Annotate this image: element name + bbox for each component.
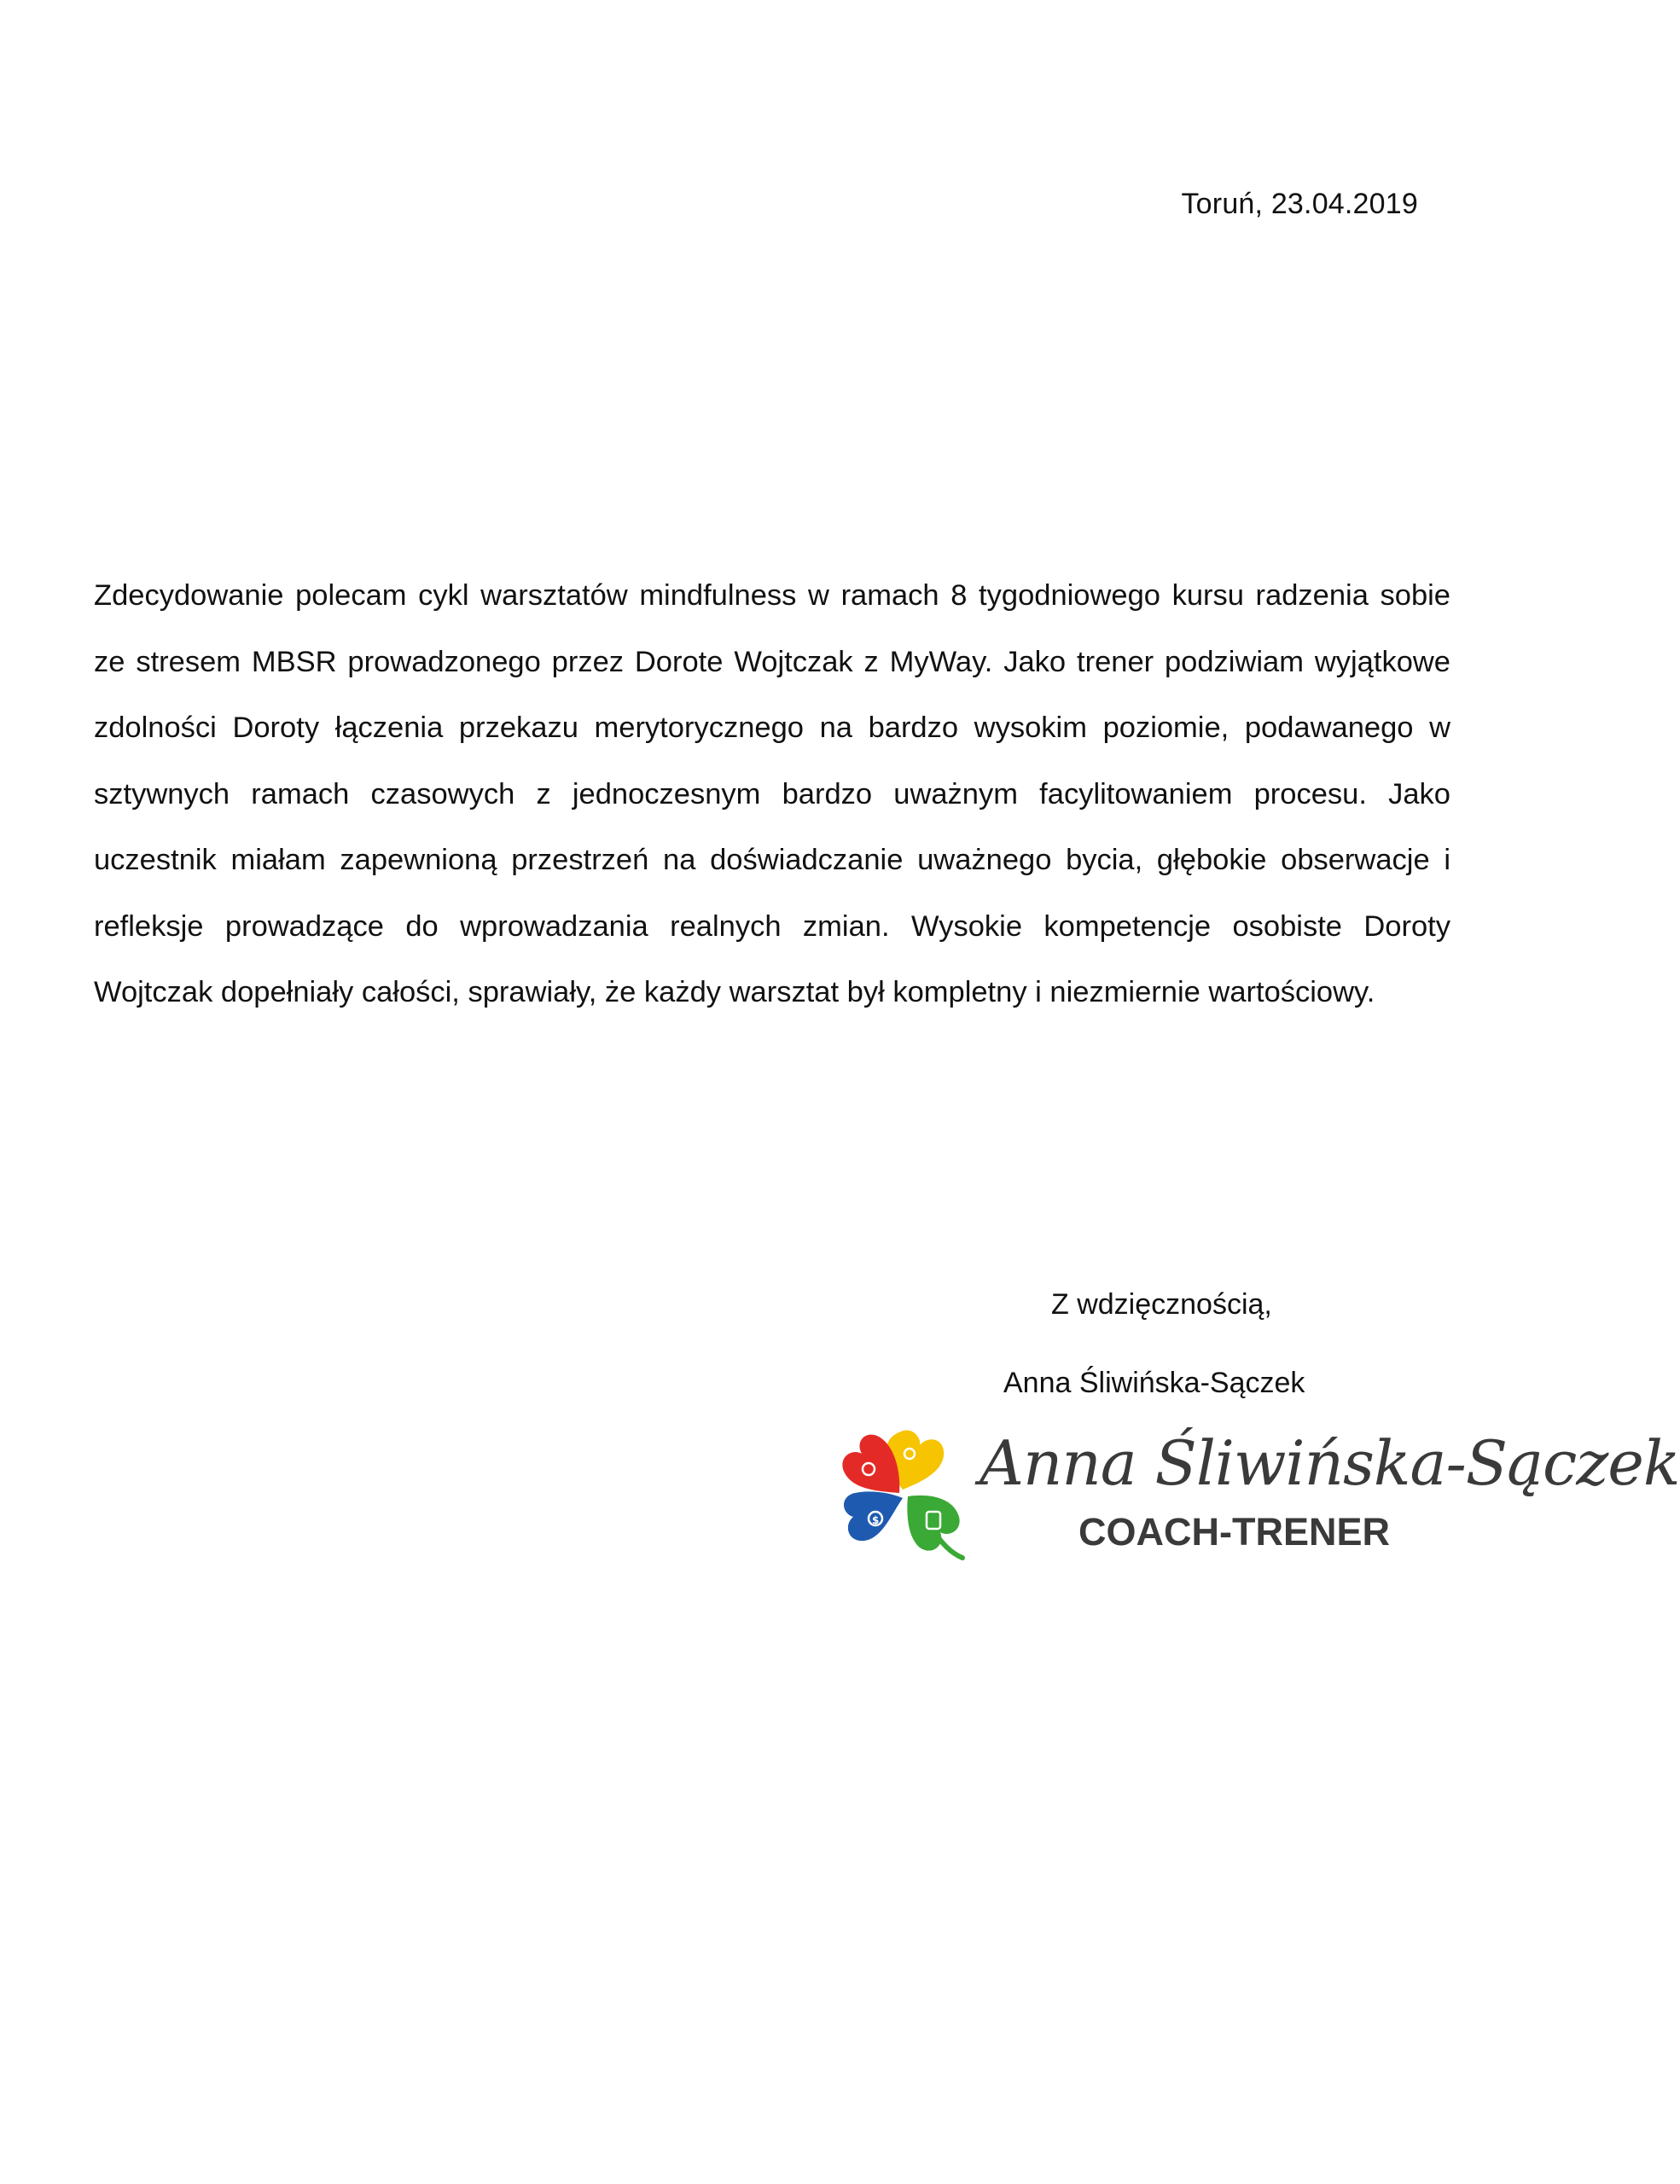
logo-subtitle: COACH-TRENER	[1078, 1510, 1390, 1554]
signature-logo	[834, 1423, 1680, 1568]
svg-text:$: $	[872, 1514, 880, 1526]
letter-body: Zdecydowanie polecam cykl warsztatów mindfulness w ramach 8 tygodniowego kursu radzenia sobie ze stresem MBSR prowadzonego przez Dorote Wojtczak z MyWay. Jako trener podziwiam wyjątkowe zdolności Doroty łączenia przekazu merytorycznego na bardzo wysokim poziomie, podawanego w sztywnych ramach czasowych z jednoczesnym bardzo uważnym facylitowaniem procesu. Jako uczestnik miałam zapewnioną przestrzeń na doświadczanie uważnego bycia, głębokie obserwacje i refleksje prowadzące do wprowadzania realnych zmian. Wysokie kompetencje osobiste Doroty Wojtczak dopełniały całości, sprawiały, że każdy warsztat był kompletny i niezmiernie wartościowy.	[94, 579, 1450, 1008]
logo-script-name: Anna Śliwińska-Sączek	[980, 1427, 1680, 1499]
letter-closing: Z wdzięcznością,	[1051, 1288, 1272, 1321]
letter-date: Toruń, 23.04.2019	[1181, 188, 1418, 220]
signer-name: Anna Śliwińska-Sączek	[1003, 1367, 1305, 1399]
clover-icon	[834, 1423, 971, 1568]
